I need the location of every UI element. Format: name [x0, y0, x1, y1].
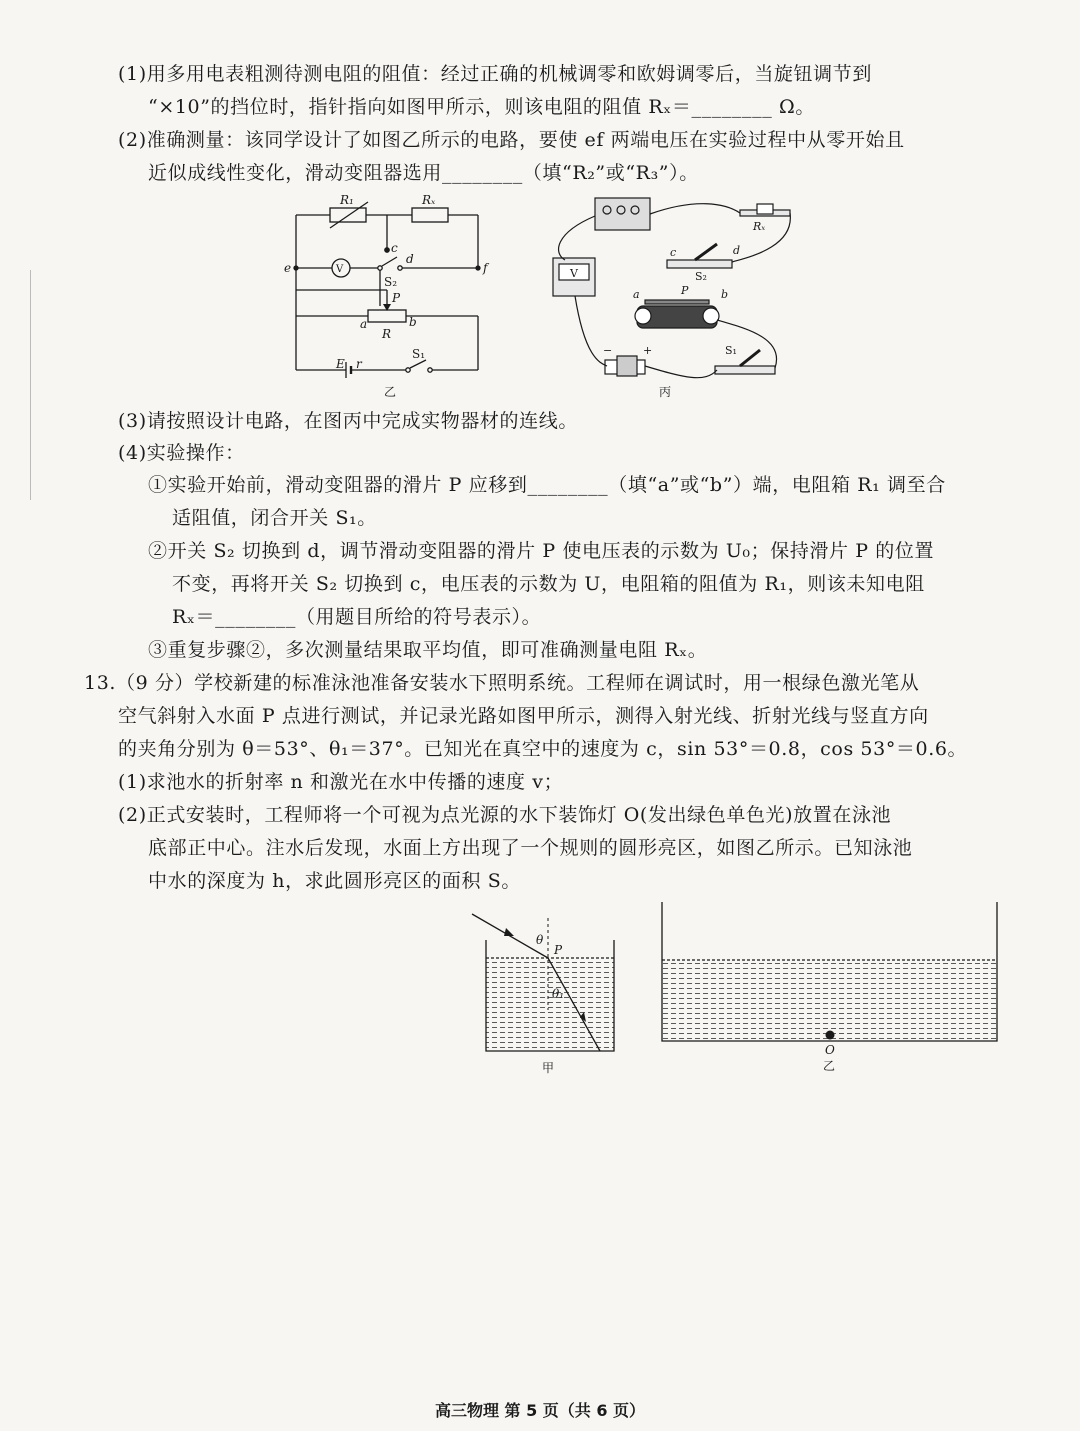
q12-part3: (3)请按照设计电路，在图丙中完成实物器材的连线。	[118, 410, 578, 432]
label-R1: R₁	[340, 193, 354, 207]
jia-label-theta: θ	[536, 933, 544, 947]
label-Rx: Rₓ	[422, 193, 436, 207]
q12-part1-line2: “×10”的挡位时，指针指向如图甲所示，则该电阻的阻值 Rₓ＝________ Ω。	[148, 96, 815, 118]
caption-pool-yi: 乙	[823, 1059, 836, 1073]
bing-label-d: d	[733, 244, 741, 257]
bing-label-minus: −	[603, 344, 613, 357]
apparatus-diagram-bing	[545, 188, 800, 400]
margin-line	[30, 270, 31, 500]
bing-label-plus: +	[643, 344, 653, 357]
label-S1: S₁	[412, 347, 426, 361]
pool-diagram-yi	[655, 896, 1005, 1076]
q13-line3: 的夹角分别为 θ＝53°、θ₁＝37°。已知光在真空中的速度为 c，sin 53°＝0.8，cos 53°＝0.6。	[118, 738, 968, 760]
q12-step2-line1: ②开关 S₂ 切换到 d，调节滑动变阻器的滑片 P 使电压表的示数为 U₀；保持滑片 P 的位置	[148, 540, 935, 562]
label-e: e	[284, 261, 292, 275]
q13-part2-line1: (2)正式安装时，工程师将一个可视为点光源的水下装饰灯 O(发出绿色单色光)放置在泳池	[118, 804, 892, 826]
q12-step2-line3: Rₓ＝________（用题目所给的符号表示）。	[172, 606, 542, 628]
q12-step2-line2: 不变，再将开关 S₂ 切换到 c，电压表的示数为 U，电阻箱的阻值为 R₁，则该未知电阻	[172, 573, 925, 595]
page-footer: 高三物理 第 5 页（共 6 页）	[434, 1401, 646, 1420]
caption-bing: 丙	[659, 385, 672, 399]
q12-part1-line1: (1)用多用电表粗测待测电阻的阻值：经过正确的机械调零和欧姆调零后，当旋钮调节到	[118, 63, 872, 85]
bing-label-S1: S₁	[725, 344, 737, 357]
label-d: d	[406, 252, 414, 266]
q13-line1: 13.（9 分）学校新建的标准泳池准备安装水下照明系统。工程师在调试时，用一根绿色激光笔从	[84, 672, 920, 694]
q12-step1-line1: ①实验开始前，滑动变阻器的滑片 P 应移到________（填“a”或“b”）端，电阻箱 R₁ 调至合	[148, 474, 946, 496]
q13-part2-line3: 中水的深度为 h，求此圆形亮区的面积 S。	[148, 870, 521, 892]
bing-label-a: a	[633, 288, 640, 301]
label-r: r	[356, 357, 362, 371]
q13-part1: (1)求池水的折射率 n 和激光在水中传播的速度 v；	[118, 771, 564, 793]
bing-label-b: b	[721, 288, 729, 301]
label-R: R	[382, 327, 392, 341]
q13-part2-line2: 底部正中心。注水后发现，水面上方出现了一个规则的圆形亮区，如图乙所示。已知泳池	[148, 837, 913, 859]
label-S2: S₂	[384, 275, 398, 289]
label-b: b	[409, 315, 417, 329]
q12-part4-title: (4)实验操作：	[118, 442, 245, 464]
q12-part2-line1: (2)准确测量：该同学设计了如图乙所示的电路，要使 ef 两端电压在实验过程中从零开始且	[118, 129, 905, 151]
circuit-diagram-yi	[280, 190, 510, 405]
bing-label-Rx: Rₓ	[753, 220, 766, 233]
label-P: P	[392, 291, 401, 305]
q13-line2: 空气斜射入水面 P 点进行测试，并记录光路如图甲所示，测得入射光线、折射光线与竖直方向	[118, 705, 929, 727]
caption-jia: 甲	[542, 1061, 555, 1075]
q12-step3: ③重复步骤②，多次测量结果取平均值，即可准确测量电阻 Rₓ。	[148, 639, 708, 661]
q12-part2-line2: 近似成线性变化，滑动变阻器选用________（填“R₂”或“R₃”）。	[148, 162, 699, 184]
bing-label-V: V	[570, 267, 578, 280]
bing-label-P: P	[681, 284, 689, 297]
refraction-diagram-jia	[460, 900, 630, 1075]
label-V: V	[336, 264, 344, 275]
label-a: a	[360, 317, 368, 331]
q12-step1-line2: 适阻值，闭合开关 S₁。	[172, 507, 377, 529]
label-E: E	[336, 357, 345, 371]
pool-label-O: O	[825, 1043, 835, 1057]
label-c: c	[391, 241, 398, 255]
jia-label-theta1: θ₁	[552, 987, 565, 1001]
bing-label-c: c	[670, 246, 677, 259]
label-f: f	[483, 261, 488, 275]
bing-label-S2: S₂	[695, 270, 707, 283]
caption-yi: 乙	[384, 385, 397, 399]
jia-label-P: P	[554, 943, 563, 957]
